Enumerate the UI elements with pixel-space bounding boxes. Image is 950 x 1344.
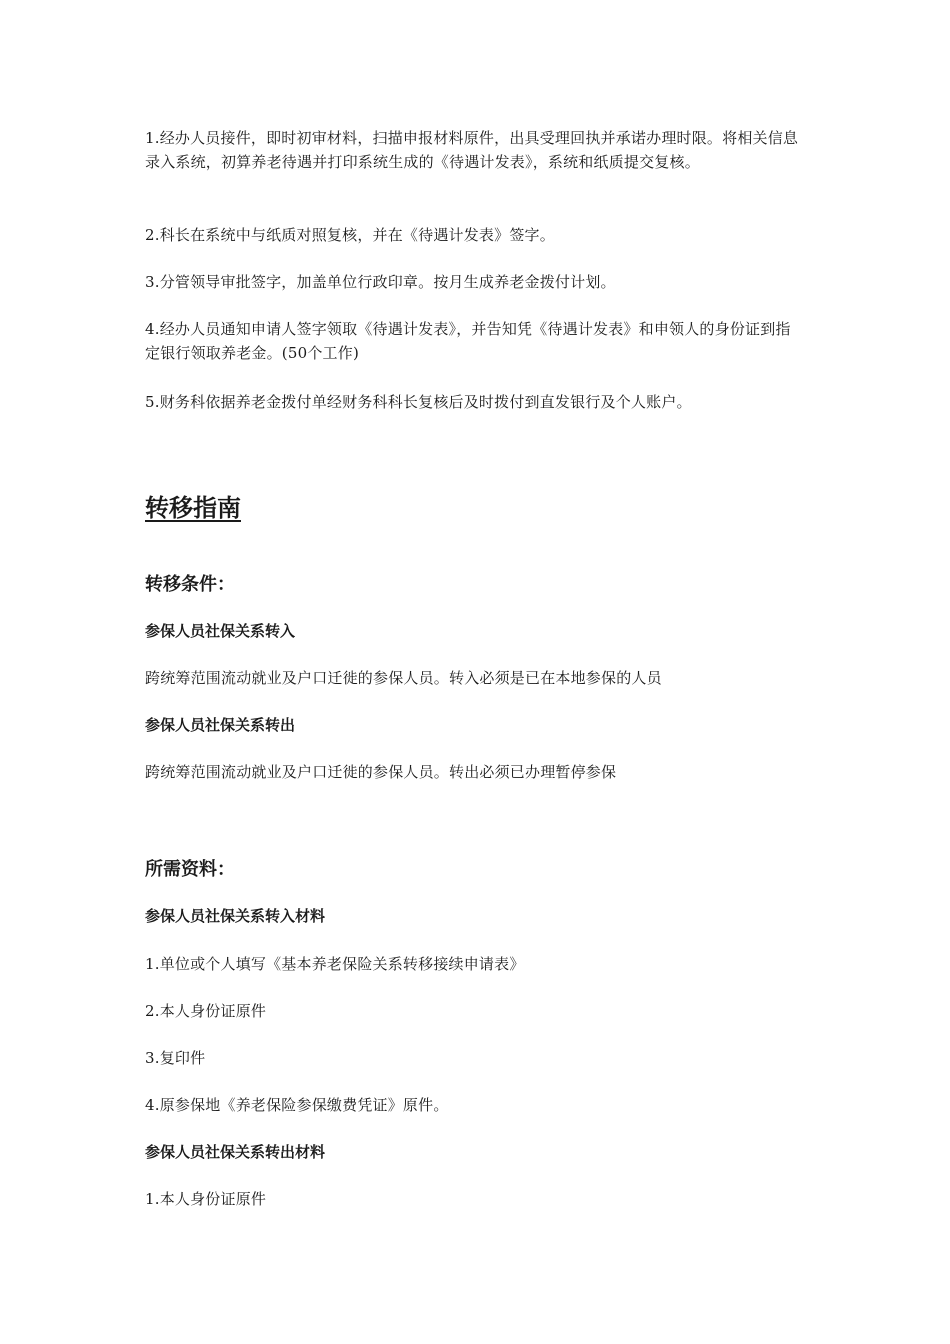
condition-transfer-out-heading: 参保人员社保关系转出 bbox=[145, 716, 296, 734]
transfer-guide-title: 转移指南 bbox=[145, 494, 241, 522]
process-step-1: 1.经办人员接件，即时初审材料，扫描申报材料原件，出具受理回执并承诺办理时限。将相关信息录入系统，初算养老待遇并打印系统生成的《待遇计发表》，系统和纸质提交复核。 bbox=[145, 129, 799, 171]
materials-transfer-in-heading: 参保人员社保关系转入材料 bbox=[145, 907, 326, 925]
materials-transfer-out-heading: 参保人员社保关系转出材料 bbox=[145, 1143, 326, 1161]
process-step-4: 4.经办人员通知申请人签字领取《待遇计发表》，并告知凭《待遇计发表》和申领人的身份证到指定银行领取养老金。(50个工作) bbox=[145, 320, 791, 362]
condition-transfer-out-text: 跨统筹范围流动就业及户口迁徙的参保人员。转出必须已办理暂停参保 bbox=[145, 763, 617, 781]
materials-transfer-in-item-4: 4.原参保地《养老保险参保缴费凭证》原件。 bbox=[145, 1096, 449, 1114]
materials-transfer-in-item-1: 1.单位或个人填写《基本养老保险关系转移接续申请表》 bbox=[145, 955, 525, 973]
conditions-heading: 转移条件： bbox=[145, 574, 235, 595]
materials-transfer-in-item-2: 2.本人身份证原件 bbox=[145, 1002, 267, 1020]
materials-heading: 所需资料： bbox=[145, 859, 235, 880]
materials-transfer-out-item-1: 1.本人身份证原件 bbox=[145, 1190, 267, 1208]
materials-transfer-in-item-3: 3.复印件 bbox=[145, 1049, 206, 1067]
condition-transfer-in-heading: 参保人员社保关系转入 bbox=[145, 622, 296, 640]
process-step-2: 2.科长在系统中与纸质对照复核，并在《待遇计发表》签字。 bbox=[145, 226, 555, 244]
process-step-5: 5.财务科依据养老金拨付单经财务科科长复核后及时拨付到直发银行及个人账户。 bbox=[145, 393, 692, 411]
process-step-3: 3.分管领导审批签字，加盖单位行政印章。按月生成养老金拨付计划。 bbox=[145, 273, 616, 291]
condition-transfer-in-text: 跨统筹范围流动就业及户口迁徙的参保人员。转入必须是已在本地参保的人员 bbox=[145, 669, 662, 687]
